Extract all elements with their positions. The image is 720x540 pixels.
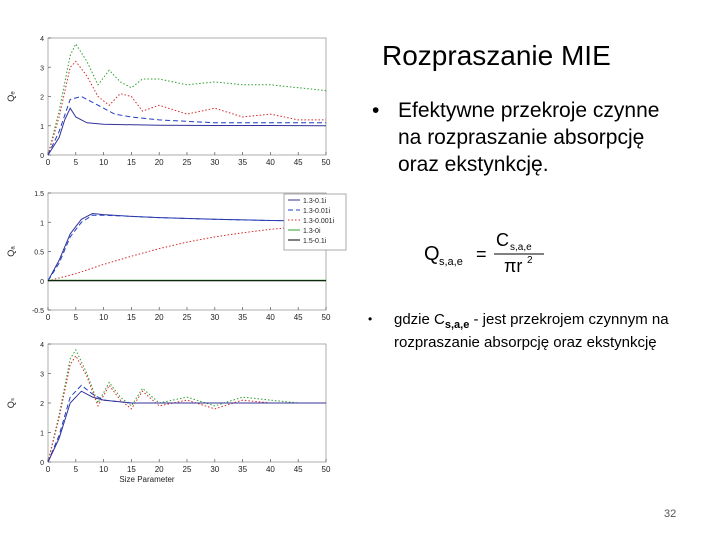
y-tick-label: -0.5	[31, 308, 44, 315]
y-tick-label: 3	[40, 371, 44, 379]
x-tick-label: 10	[99, 313, 109, 322]
formula-numerator: C	[496, 230, 509, 250]
mie-charts	[0, 28, 360, 528]
x-tick-label: 50	[321, 465, 331, 474]
x-tick-label: 0	[45, 465, 51, 474]
x-tick-label: 45	[293, 465, 303, 474]
bullet-text: Efektywne przekroje czynne na rozpraszanie absorpcję oraz ekstynkcję.	[398, 99, 660, 176]
x-tick-label: 45	[293, 313, 303, 322]
x-tick-label: 40	[265, 158, 275, 167]
series-line	[48, 356, 326, 462]
x-tick-label: 20	[154, 158, 164, 167]
y-tick-label: 2	[40, 401, 44, 408]
y-axis-label: Qₐ	[6, 246, 16, 257]
series-line	[48, 108, 326, 155]
x-tick-label: 25	[182, 313, 192, 322]
x-tick-label: 35	[238, 465, 248, 474]
y-tick-label: 4	[40, 36, 44, 43]
plot-frame	[48, 38, 326, 155]
x-tick-label: 15	[126, 158, 136, 167]
y-tick-label: 1	[40, 430, 44, 438]
x-tick-label: 15	[126, 313, 136, 322]
x-tick-label: 50	[321, 313, 331, 322]
series-line	[48, 391, 326, 462]
x-tick-label: 5	[73, 313, 79, 322]
x-tick-label: 40	[265, 313, 275, 322]
formula-numerator-sub: s,a,e	[510, 242, 532, 253]
x-tick-label: 25	[182, 158, 192, 167]
x-tick-label: 25	[182, 465, 192, 474]
x-tick-label: 10	[99, 158, 109, 167]
bullet-text	[394, 311, 694, 351]
definition-subscript: s,a,e	[444, 319, 470, 331]
x-tick-label: 5	[73, 158, 79, 167]
x-tick-label: 35	[238, 313, 248, 322]
y-axis-label: Qₛ	[6, 397, 16, 409]
y-tick-label: 4	[40, 342, 44, 349]
x-tick-label: 30	[210, 465, 220, 474]
x-tick-label: 20	[154, 465, 164, 474]
formula-equals: =	[476, 244, 487, 264]
y-tick-label: 1.5	[34, 191, 44, 198]
y-tick-label: 0	[40, 153, 44, 160]
formula-lhs-sub: s,a,e	[439, 256, 463, 268]
legend-label: 1.3-0.001i	[303, 218, 335, 225]
slide-title: Rozpraszanie MIE	[382, 40, 611, 71]
x-tick-label: 30	[210, 158, 220, 167]
x-tick-label: 45	[293, 158, 303, 167]
x-tick-label: 10	[99, 465, 109, 474]
y-tick-label: 1	[40, 123, 44, 131]
definition-rest: - jest przekrojem czynnym na rozpraszanie absorpcję oraz ekstynkcję	[394, 311, 669, 351]
x-axis-label: Size Parameter	[119, 475, 175, 484]
formula-denominator: πr	[504, 256, 523, 276]
legend-label: 1.3-0.1i	[303, 198, 327, 205]
formula-denominator-sup: 2	[527, 255, 533, 266]
y-axis-label: Qₑ	[6, 91, 16, 102]
legend-label: 1.5-0.1i	[303, 238, 327, 245]
x-tick-label: 20	[154, 313, 164, 322]
series-line	[48, 350, 326, 462]
x-tick-label: 40	[265, 465, 275, 474]
legend-label: 1.3-0.01i	[303, 208, 331, 215]
x-tick-label: 0	[45, 158, 51, 167]
formula-lhs: Q	[424, 243, 440, 265]
x-tick-label: 5	[73, 465, 79, 474]
x-tick-label: 30	[210, 313, 220, 322]
bullet-marker: •	[368, 312, 373, 326]
x-tick-label: 50	[321, 158, 331, 167]
y-tick-label: 0	[40, 460, 44, 467]
y-tick-label: 1	[40, 220, 44, 228]
y-tick-label: 0.5	[34, 249, 44, 257]
series-line	[48, 61, 326, 155]
bullet-marker: •	[372, 99, 380, 122]
y-tick-label: 2	[40, 94, 44, 102]
series-line	[48, 44, 326, 155]
y-tick-label: 0	[40, 278, 44, 286]
y-tick-label: 3	[40, 65, 44, 73]
definition-prefix: gdzie C	[394, 311, 445, 328]
efficiency-formula	[424, 228, 554, 276]
x-tick-label: 35	[238, 158, 248, 167]
page-number: 32	[664, 508, 677, 520]
x-tick-label: 0	[45, 313, 51, 322]
x-tick-label: 15	[126, 465, 136, 474]
legend-label: 1.3-0i	[303, 228, 321, 235]
